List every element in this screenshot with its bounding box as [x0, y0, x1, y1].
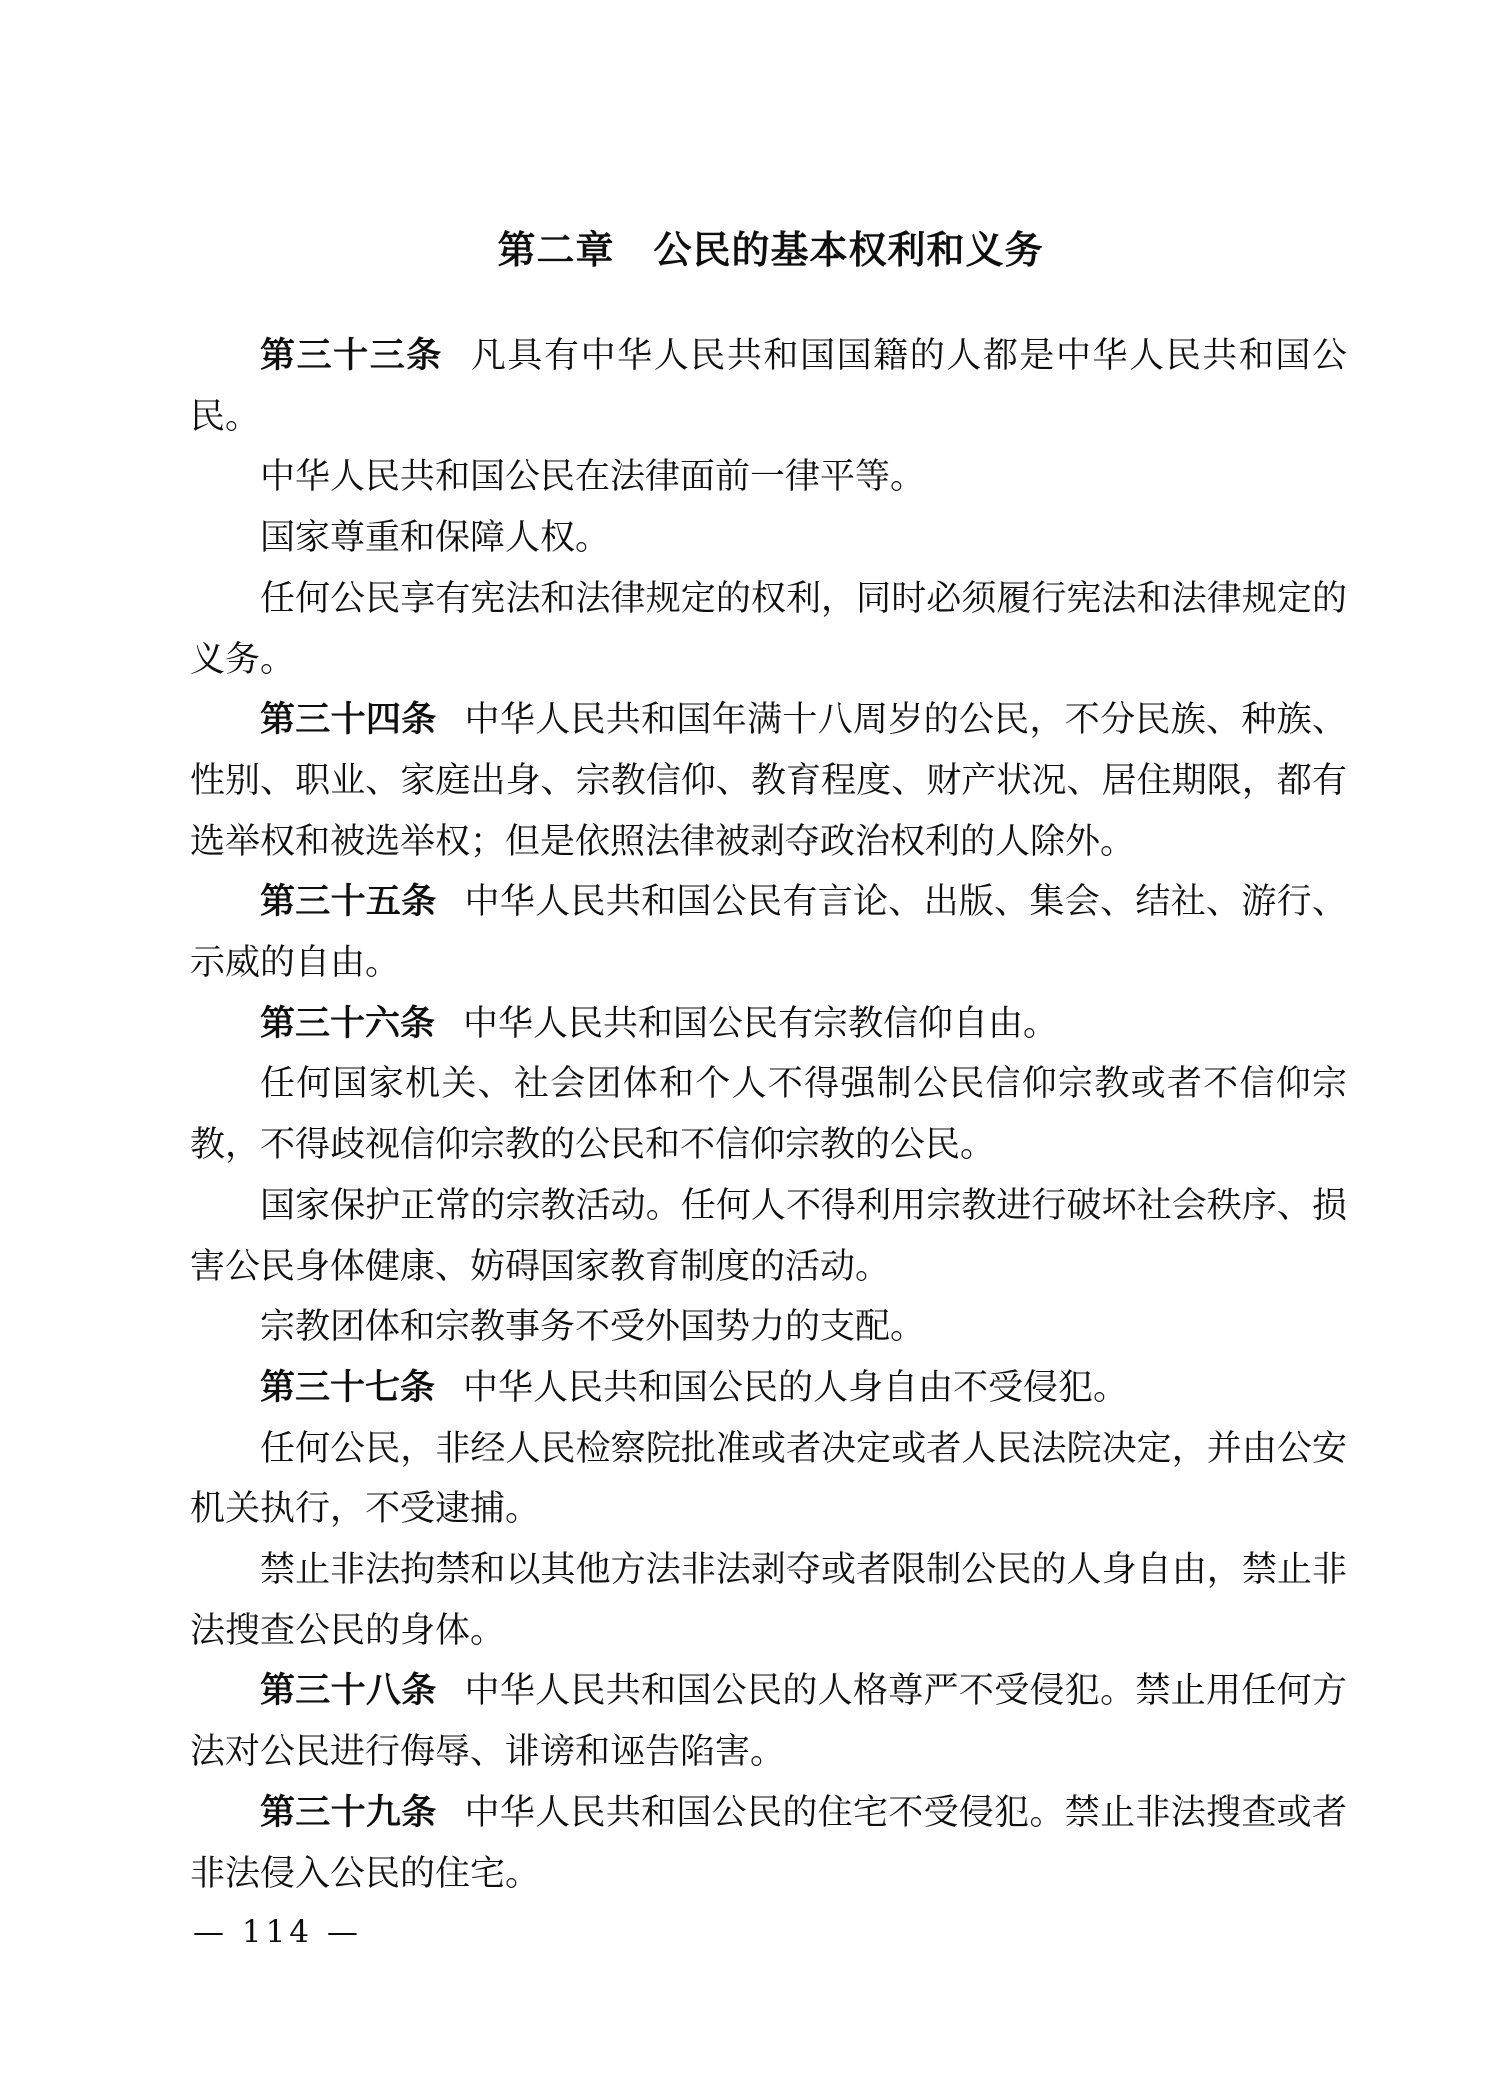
chapter-title: 第二章 公民的基本权利和义务 — [497, 228, 1044, 272]
paragraph — [190, 1661, 1347, 1782]
article-text: 中华人民共和国公民的人格尊严不受侵犯。禁止用任何方法对公民进行侮辱、诽谤和诬告陷害。 — [190, 1671, 1347, 1773]
article-text: 国家保护正常的宗教活动。任何人不得利用宗教进行破坏社会秩序、损害公民身体健康、妨碍国家教育制度的活动。 — [190, 1185, 1347, 1287]
article-number: 第三十七条 — [260, 1367, 436, 1408]
paragraph — [190, 508, 1347, 569]
article-text: 禁止非法拘禁和以其他方法非法剥夺或者限制公民的人身自由，禁止非法搜查公民的身体。 — [190, 1550, 1347, 1651]
article-number: 第三十三条 — [260, 336, 443, 376]
paragraph — [190, 1176, 1347, 1297]
paragraph — [190, 1783, 1347, 1904]
article-text: 任何公民享有宪法和法律规定的权利，同时必须履行宪法和法律规定的义务。 — [190, 578, 1347, 680]
paragraph — [190, 1054, 1347, 1175]
article-text: 凡具有中华人民共和国国籍的人都是中华人民共和国公民。 — [190, 336, 1347, 437]
paragraph — [190, 1297, 1347, 1358]
article-text: 国家尊重和保障人权。 — [260, 518, 611, 559]
article-number: 第三十九条 — [260, 1792, 437, 1833]
paragraph — [190, 690, 1347, 872]
paragraph — [190, 872, 1347, 993]
article-text: 宗教团体和宗教事务不受外国势力的支配。 — [260, 1307, 926, 1348]
article-number: 第三十五条 — [260, 882, 437, 923]
paragraph — [190, 994, 1347, 1055]
paragraph — [190, 1540, 1347, 1661]
paragraph — [190, 1419, 1347, 1540]
paragraph — [190, 569, 1347, 690]
document-body — [190, 326, 1347, 1904]
article-text: 中华人民共和国公民的住宅不受侵犯。禁止非法搜查或者非法侵入公民的住宅。 — [190, 1792, 1347, 1894]
article-text: 中华人民共和国公民的人身自由不受侵犯。 — [463, 1367, 1129, 1408]
paragraph — [190, 326, 1347, 447]
article-number: 第三十八条 — [260, 1671, 437, 1712]
page-number: — 114 — — [193, 1914, 362, 1950]
article-text: 中华人民共和国年满十八周岁的公民，不分民族、种族、性别、职业、家庭出身、宗教信仰、教育程度、财产状况、居住期限，都有选举权和被选举权；但是依照法律被剥夺政治权利的人除外。 — [190, 700, 1347, 862]
article-text: 任何公民，非经人民检察院批准或者决定或者人民法院决定，并由公安机关执行，不受逮捕。 — [190, 1428, 1347, 1530]
article-text: 中华人民共和国公民有宗教信仰自由。 — [463, 1003, 1059, 1044]
article-number: 第三十六条 — [260, 1003, 436, 1044]
article-text: 中华人民共和国公民有言论、出版、集会、结社、游行、示威的自由。 — [190, 882, 1347, 984]
article-text: 任何国家机关、社会团体和个人不得强制公民信仰宗教或者不信仰宗教，不得歧视信仰宗教的公民和不信仰宗教的公民。 — [190, 1064, 1347, 1166]
article-number: 第三十四条 — [260, 700, 437, 741]
paragraph — [190, 447, 1347, 508]
article-text: 中华人民共和国公民在法律面前一律平等。 — [260, 457, 926, 498]
paragraph — [190, 1358, 1347, 1419]
